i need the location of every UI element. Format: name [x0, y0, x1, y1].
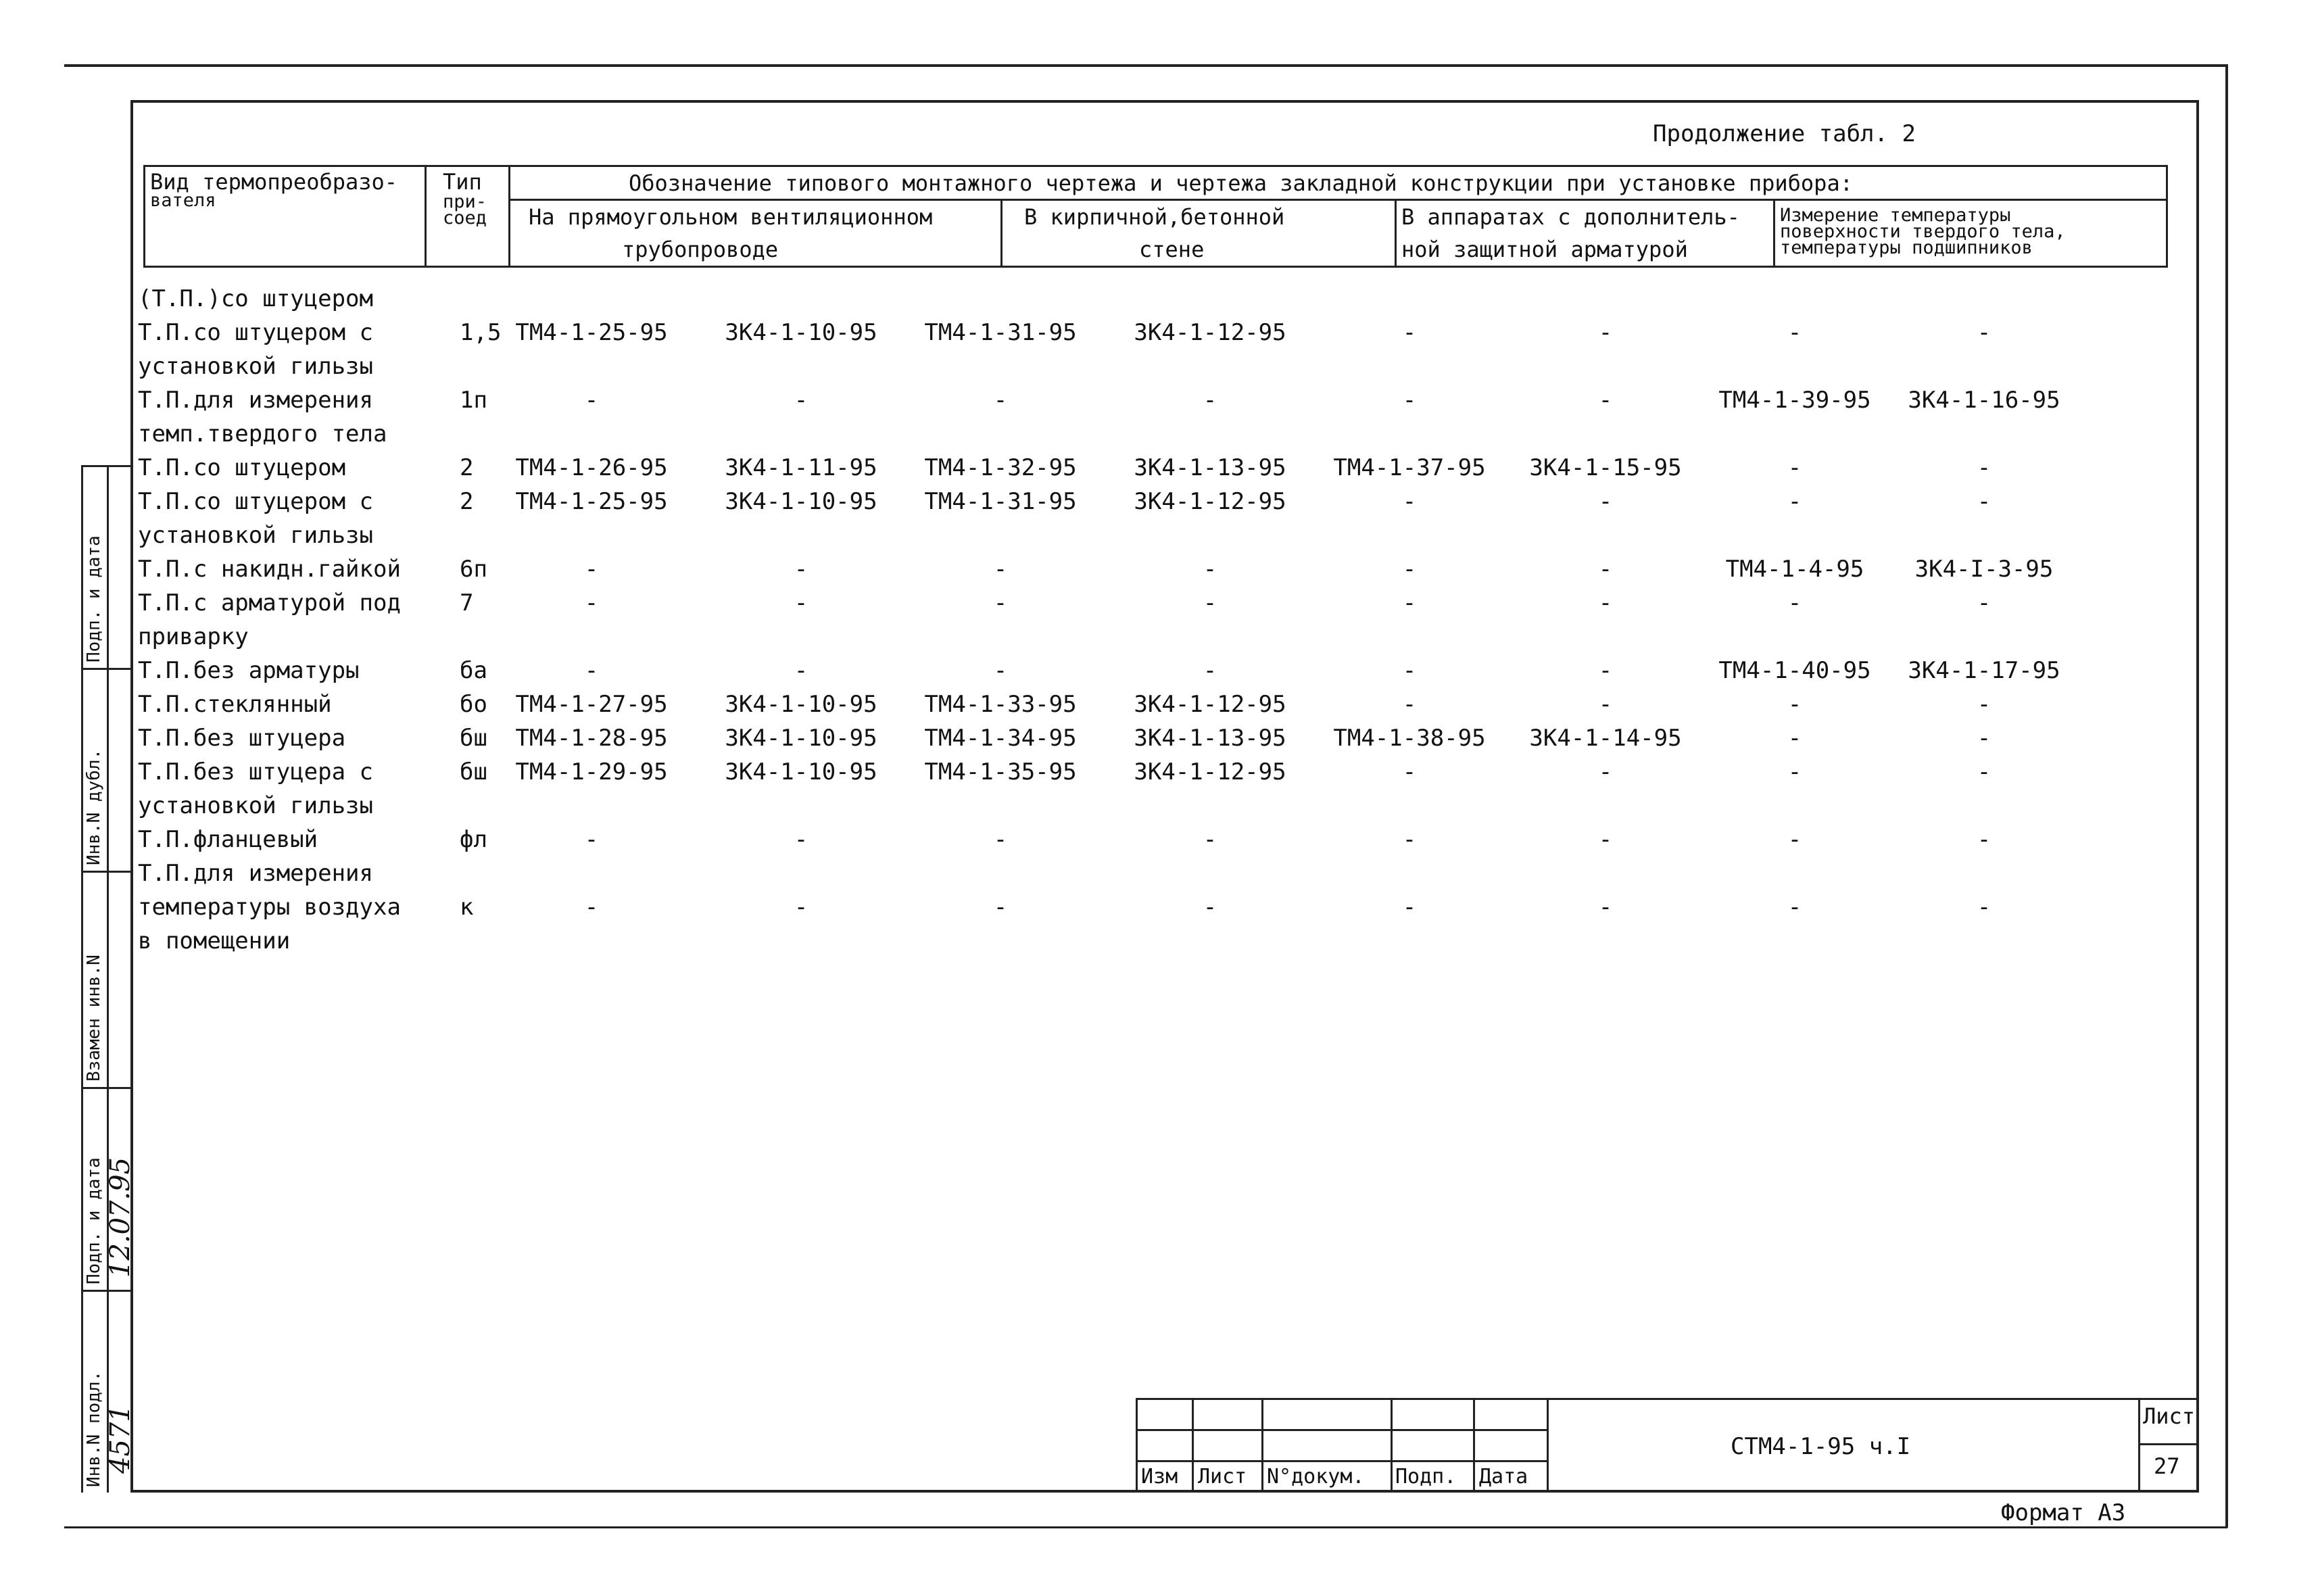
row-connection-type: бо — [460, 691, 487, 718]
row-type-text: Т.П.со штуцером с — [138, 488, 373, 515]
header-group-1-line-2: трубопроводе — [622, 237, 779, 262]
table-cell: ЗК4-1-12-95 — [1134, 488, 1286, 515]
table-cell: - — [584, 556, 599, 583]
sheet-number: 27 — [2154, 1453, 2180, 1479]
table-cell: ЗК4-I-3-95 — [1914, 556, 2054, 583]
side-label-podp-data-2: Подп. и дата — [84, 535, 104, 662]
format-label: Формат А3 — [2001, 1499, 2126, 1526]
document-code: СТМ4-1-95 ч.I — [1731, 1433, 1911, 1460]
table-cell: ТМ4-1-38-95 — [1333, 725, 1486, 752]
table-cell: ТМ4-1-33-95 — [924, 691, 1077, 718]
table-cell: - — [584, 826, 599, 853]
row-connection-type: 6п — [460, 556, 487, 583]
table-cell: ТМ4-1-37-95 — [1333, 454, 1486, 481]
stamp-label-izm: Изм — [1141, 1465, 1178, 1489]
row-type-text: температуры воздуха — [138, 894, 401, 921]
header-group-4-line-3: температуры подшипников — [1780, 237, 2033, 258]
table-cell: ТМ4-1-27-95 — [515, 691, 668, 718]
header-type-line-2: вателя — [150, 190, 216, 211]
row-connection-type: к — [460, 894, 474, 921]
row-type-text: Т.П.со штуцером — [138, 454, 346, 481]
table-cell: - — [1977, 894, 1991, 921]
table-cell: ЗК4-1-15-95 — [1529, 454, 1682, 481]
table-cell: - — [1977, 454, 1991, 481]
table-cell: - — [584, 387, 599, 414]
table-cell: ТМ4-1-39-95 — [1718, 387, 1871, 414]
table-cell: ЗК4-1-10-95 — [725, 319, 877, 346]
table-cell: - — [584, 589, 599, 616]
table-cell: - — [584, 894, 599, 921]
row-connection-type: ба — [460, 657, 487, 684]
table-cell: - — [1203, 894, 1217, 921]
table-cell: - — [1402, 691, 1417, 718]
table-cell: - — [1977, 488, 1991, 515]
table-cell: - — [794, 657, 808, 684]
table-cell: - — [993, 894, 1008, 921]
row-type-text: приварку — [138, 623, 249, 650]
table-cell: - — [1402, 826, 1417, 853]
stamp-col-line-1 — [1192, 1398, 1194, 1493]
table-cell: - — [1203, 657, 1217, 684]
table-cell: - — [794, 826, 808, 853]
table-cell: ЗК4-1-10-95 — [725, 691, 877, 718]
sheet-label: Лист — [2143, 1403, 2196, 1429]
row-type-text: Т.П.с накидн.гайкой — [138, 556, 401, 583]
table-cell: - — [1977, 319, 1991, 346]
table-cell: - — [1787, 826, 1802, 853]
table-cell: - — [1203, 589, 1217, 616]
table-cell: ТМ4-1-35-95 — [924, 758, 1077, 785]
table-cell: - — [1402, 319, 1417, 346]
table-cell: - — [1787, 691, 1802, 718]
row-type-text: в помещении — [138, 927, 291, 954]
table-cell: ЗК4-1-12-95 — [1134, 758, 1286, 785]
row-connection-type: 2 — [460, 454, 474, 481]
table-cell: ЗК4-1-10-95 — [725, 725, 877, 752]
row-type-text: Т.П.с арматурой под — [138, 589, 401, 616]
table-cell: ТМ4-1-31-95 — [924, 319, 1077, 346]
table-cell: - — [1402, 589, 1417, 616]
table-cell: - — [1402, 894, 1417, 921]
table-cell: ЗК4-1-16-95 — [1908, 387, 2060, 414]
table-cell: ЗК4-1-11-95 — [725, 454, 877, 481]
row-type-text: Т.П.для измерения — [138, 860, 373, 887]
row-type-text: Т.П.для измерения — [138, 387, 373, 414]
table-cell: ТМ4-1-29-95 — [515, 758, 668, 785]
header-group-2-line-2: стене — [1139, 237, 1205, 262]
table-cell: - — [1598, 488, 1613, 515]
table-cell: - — [1598, 589, 1613, 616]
stamp-label-dokum: N°докум. — [1267, 1465, 1365, 1489]
stamp-sheet-row-line — [2138, 1443, 2199, 1445]
row-connection-type: 7 — [460, 589, 474, 616]
table-cell: - — [1598, 319, 1613, 346]
table-cell: - — [1402, 758, 1417, 785]
table-cell: - — [794, 589, 808, 616]
header-group-3-line-1: В аппаратах с дополнитель- — [1401, 204, 1740, 230]
table-cell: - — [1787, 894, 1802, 921]
header-type-line-1: Вид термопреобразо- — [150, 169, 398, 195]
stamp-col-line-5 — [1547, 1398, 1549, 1493]
continuation-label: Продолжение табл. 2 — [1653, 120, 1916, 147]
row-type-text: Т.П.без арматуры — [138, 657, 360, 684]
table-cell: - — [1977, 691, 1991, 718]
row-type-text: Т.П.без штуцера — [138, 725, 346, 752]
handwritten-date: 12.07.95 — [105, 1157, 136, 1278]
row-connection-type: 2 — [460, 488, 474, 515]
table-cell: - — [1203, 556, 1217, 583]
table-cell: - — [1402, 488, 1417, 515]
table-cell: ЗК4-1-10-95 — [725, 488, 877, 515]
table-cell: ТМ4-1-32-95 — [924, 454, 1077, 481]
stamp-row-line-2 — [1136, 1460, 1548, 1462]
table-cell: ТМ4-1-4-95 — [1725, 556, 1864, 583]
table-cell: ЗК4-1-14-95 — [1529, 725, 1682, 752]
table-cell: - — [1598, 387, 1613, 414]
row-type-text: установкой гильзы — [138, 522, 373, 549]
header-main-title: Обозначение типового монтажного чертежа и чертежа закладной конструкции при установке прибора: — [629, 170, 1853, 196]
table-cell: - — [794, 387, 808, 414]
header-group-2-line-1: В кирпичной,бетонной — [1024, 204, 1285, 230]
side-label-podp-data-1: Подп. и дата — [84, 1157, 104, 1284]
table-cell: - — [1977, 758, 1991, 785]
table-cell: - — [1598, 894, 1613, 921]
table-cell: - — [993, 826, 1008, 853]
row-type-text: Т.П.стеклянный — [138, 691, 332, 718]
row-type-text: установкой гильзы — [138, 792, 373, 819]
table-cell: - — [1598, 657, 1613, 684]
row-type-text: темп.твердого тела — [138, 420, 387, 448]
row-connection-type: 1п — [460, 387, 487, 414]
table-cell: - — [1787, 758, 1802, 785]
table-cell: - — [1598, 556, 1613, 583]
row-type-text: Т.П.со штуцером с — [138, 319, 373, 346]
table-cell: ЗК4-1-12-95 — [1134, 319, 1286, 346]
header-group-4-line-2: поверхности твердого тела, — [1780, 221, 2066, 242]
table-cell: - — [1787, 725, 1802, 752]
side-label-vzamen: Взамен инв.N — [84, 954, 104, 1082]
table-cell: ЗК4-1-13-95 — [1134, 725, 1286, 752]
table-cell: - — [794, 894, 808, 921]
table-cell: - — [1402, 556, 1417, 583]
header-group-4-line-1: Измерение температуры — [1780, 205, 2011, 226]
table-cell: - — [1402, 657, 1417, 684]
table-cell: - — [993, 556, 1008, 583]
table-cell: ТМ4-1-40-95 — [1718, 657, 1871, 684]
table-cell: - — [794, 556, 808, 583]
table-cell: ЗК4-1-10-95 — [725, 758, 877, 785]
table-cell: ЗК4-1-13-95 — [1134, 454, 1286, 481]
table-cell: - — [1787, 454, 1802, 481]
table-cell: - — [1787, 589, 1802, 616]
stamp-label-list: Лист — [1198, 1465, 1247, 1489]
stamp-sheet-col-line — [2138, 1398, 2140, 1493]
handwritten-inv-number: 4571 — [105, 1405, 136, 1474]
table-cell: ТМ4-1-28-95 — [515, 725, 668, 752]
table-cell: - — [993, 657, 1008, 684]
stamp-label-podp: Подп. — [1395, 1465, 1457, 1489]
table-cell: ТМ4-1-26-95 — [515, 454, 668, 481]
header-group-1-line-1: На прямоугольном вентиляционном — [529, 204, 933, 230]
stamp-col-line-2 — [1261, 1398, 1263, 1493]
header-conn-line-2: при- — [443, 191, 487, 212]
table-cell: - — [993, 589, 1008, 616]
table-cell: ТМ4-1-25-95 — [515, 319, 668, 346]
stamp-label-data: Дата — [1479, 1465, 1528, 1489]
table-cell: ЗК4-1-12-95 — [1134, 691, 1286, 718]
row-type-text: Т.П.без штуцера с — [138, 758, 373, 785]
row-connection-type: 1,5 — [460, 319, 502, 346]
stamp-row-line-1 — [1136, 1429, 1548, 1431]
table-cell: - — [1977, 725, 1991, 752]
table-cell: - — [584, 657, 599, 684]
row-type-text: Т.П.фланцевый — [138, 826, 318, 853]
side-label-inv-podl: Инв.N подл. — [84, 1370, 104, 1487]
table-cell: - — [1598, 691, 1613, 718]
table-cell: - — [1787, 319, 1802, 346]
side-label-inv-dubl: Инв.N дубл. — [84, 748, 104, 865]
table-cell: - — [993, 387, 1008, 414]
table-cell: - — [1598, 826, 1613, 853]
table-cell: - — [1977, 589, 1991, 616]
table-cell: ТМ4-1-25-95 — [515, 488, 668, 515]
header-conn-line-3: соед — [443, 208, 487, 228]
row-type-text: установкой гильзы — [138, 353, 373, 380]
stamp-col-line-3 — [1391, 1398, 1393, 1493]
table-cell: ТМ4-1-34-95 — [924, 725, 1077, 752]
row-connection-type: фл — [460, 826, 487, 853]
row-connection-type: бш — [460, 758, 487, 785]
table-cell: - — [1203, 826, 1217, 853]
table-cell: ТМ4-1-31-95 — [924, 488, 1077, 515]
table-cell: - — [1402, 387, 1417, 414]
table-cell: - — [1977, 826, 1991, 853]
table-cell: - — [1598, 758, 1613, 785]
header-conn-line-1: Тип — [443, 169, 482, 195]
row-type-text: (Т.П.)со штуцером — [138, 285, 373, 312]
table-cell: ЗК4-1-17-95 — [1908, 657, 2060, 684]
table-cell: - — [1787, 488, 1802, 515]
header-group-3-line-2: ной защитной арматурой — [1401, 237, 1688, 262]
table-cell: - — [1203, 387, 1217, 414]
stamp-col-line-4 — [1473, 1398, 1475, 1493]
row-connection-type: бш — [460, 725, 487, 752]
